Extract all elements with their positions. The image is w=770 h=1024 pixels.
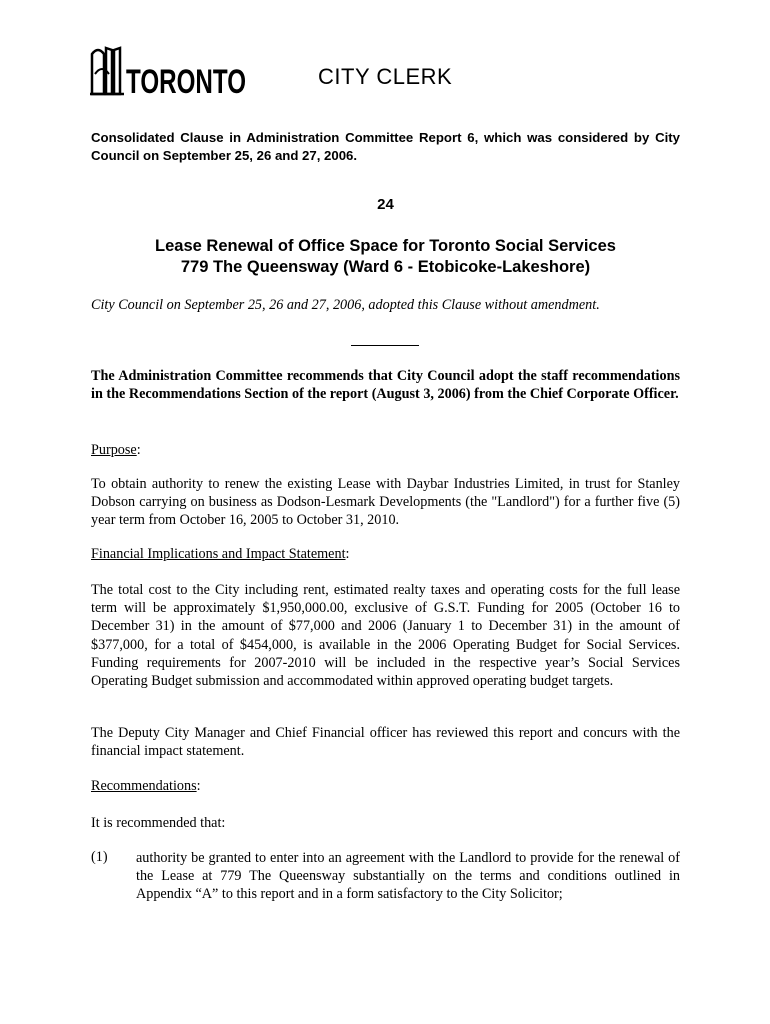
purpose-heading-label: Purpose xyxy=(91,442,137,458)
financial-heading-label: Financial Implications and Impact Statement xyxy=(91,546,346,562)
adopted-note: City Council on September 25, 26 and 27, 2006, adopted this Clause without amendment. xyxy=(91,297,600,313)
financial-text: The total cost to the City including rent, estimated realty taxes and operating costs for the full lease term will be approximately $1,950,000.00, exclusive of G.S.T. Funding for 2005 (October 16 to December 31) in the amount of $77,000 and 2006 (January 1 to December 31) in the amount of $377,000, for a total of $454,000, is available in the 2006 Operating Budget for Social Services. Funding requirements for 2007-2010 will be included in the respective year’s Social Services Operating Budget submission and accommodated within approved operating budget targets. xyxy=(91,582,680,690)
recommendation-number: (1) xyxy=(91,849,108,865)
recommendations-heading-label: Recommendations xyxy=(91,778,197,794)
report-title xyxy=(91,236,680,278)
financial-heading: Financial Implications and Impact Statement: xyxy=(91,546,350,562)
recommendation-text: authority be granted to enter into an agreement with the Landlord to provide for the renewal of the Lease at 779 The Queensway substantially on the terms and conditions outlined in Appendix “A” to this report and in a form satisfactory to the City Solicitor; xyxy=(136,850,680,903)
divider-rule xyxy=(351,345,419,346)
svg-text:TORONTO: TORONTO xyxy=(126,63,246,101)
recommendations-heading: Recommendations: xyxy=(91,778,201,794)
recommendations-intro: It is recommended that: xyxy=(91,815,226,831)
item-number: 24 xyxy=(377,196,394,213)
purpose-text: To obtain authority to renew the existing Lease with Daybar Industries Limited, in trust for Stanley Dobson carrying on business as Dodson-Lesmark Developments (the "Landlord") for a further five (5) year term from October 16, 2005 to October 31, 2010. xyxy=(91,476,680,529)
committee-recommendation: The Administration Committee recommends that City Council adopt the staff recommendations in the Recommendations Section of the report (August 3, 2006) from the Chief Corporate Officer. xyxy=(91,368,680,403)
title-line-2: 779 The Queensway (Ward 6 - Etobicoke-Lakeshore) xyxy=(180,258,591,276)
title-line-1: Lease Renewal of Office Space for Toronto Social Services xyxy=(155,237,616,255)
consolidated-clause: Consolidated Clause in Administration Committee Report 6, which was considered by City Council on September 25, 26 and 27, 2006. xyxy=(91,130,680,163)
toronto-logo xyxy=(90,44,250,101)
financial-concurrence: The Deputy City Manager and Chief Financial officer has reviewed this report and concurs with the financial impact statement. xyxy=(91,725,680,760)
toronto-city-hall-icon xyxy=(90,44,250,101)
purpose-heading: Purpose: xyxy=(91,442,141,458)
department-title: CITY CLERK xyxy=(318,64,453,89)
